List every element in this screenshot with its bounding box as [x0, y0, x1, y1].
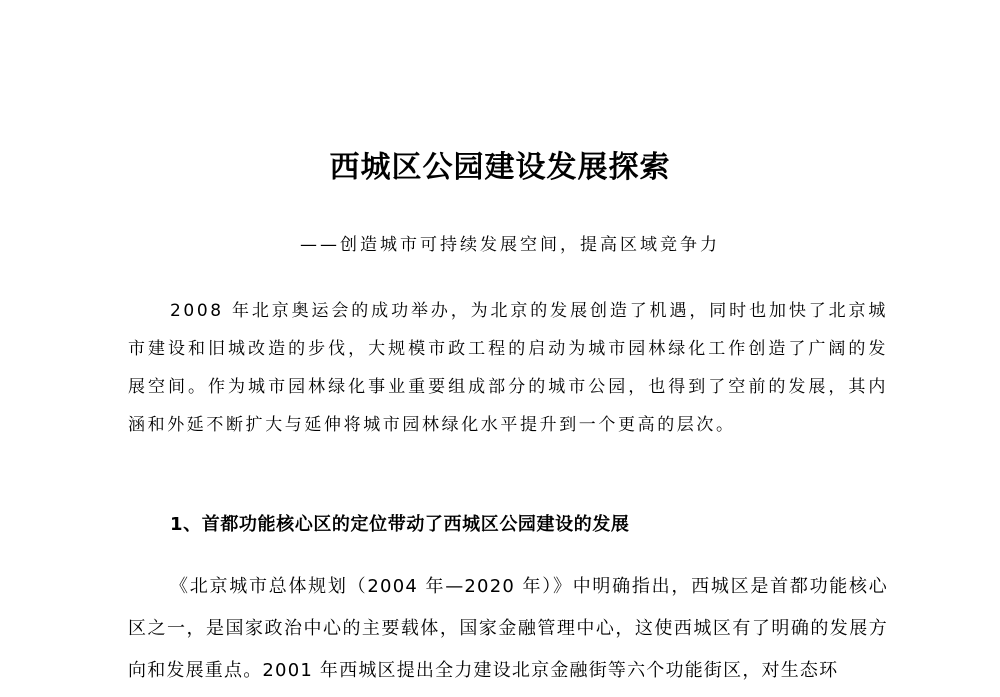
section-heading: 1、首都功能核心区的定位带动了西城区公园建设的发展 — [170, 514, 630, 535]
page-subtitle: ——创造城市可持续发展空间，提高区域竞争力 — [300, 235, 720, 255]
section-paragraph: 《北京城市总体规划（2004 年—2020 年）》中明确指出，西城区是首都功能核心区之一，是国家政治中心的主要载体，国家金融管理中心，这使西城区有了明确的发展方向和发展重点。2001 年西城区提出全力建设北京金融街等六个功能街区，对生态环 — [128, 576, 888, 681]
intro-paragraph: 2008 年北京奥运会的成功举办，为北京的发展创造了机遇，同时也加快了北京城市建设和旧城改造的步伐，大规模市政工程的启动为城市园林绿化工作创造了广阔的发展空间。作为城市园林绿化事业重要组成部分的城市公园，也得到了空前的发展，其内涵和外延不断扩大与延伸将城市园林绿化水平提升到一个更高的层次。 — [128, 301, 888, 435]
page-title: 西城区公园建设发展探索 — [329, 150, 671, 185]
